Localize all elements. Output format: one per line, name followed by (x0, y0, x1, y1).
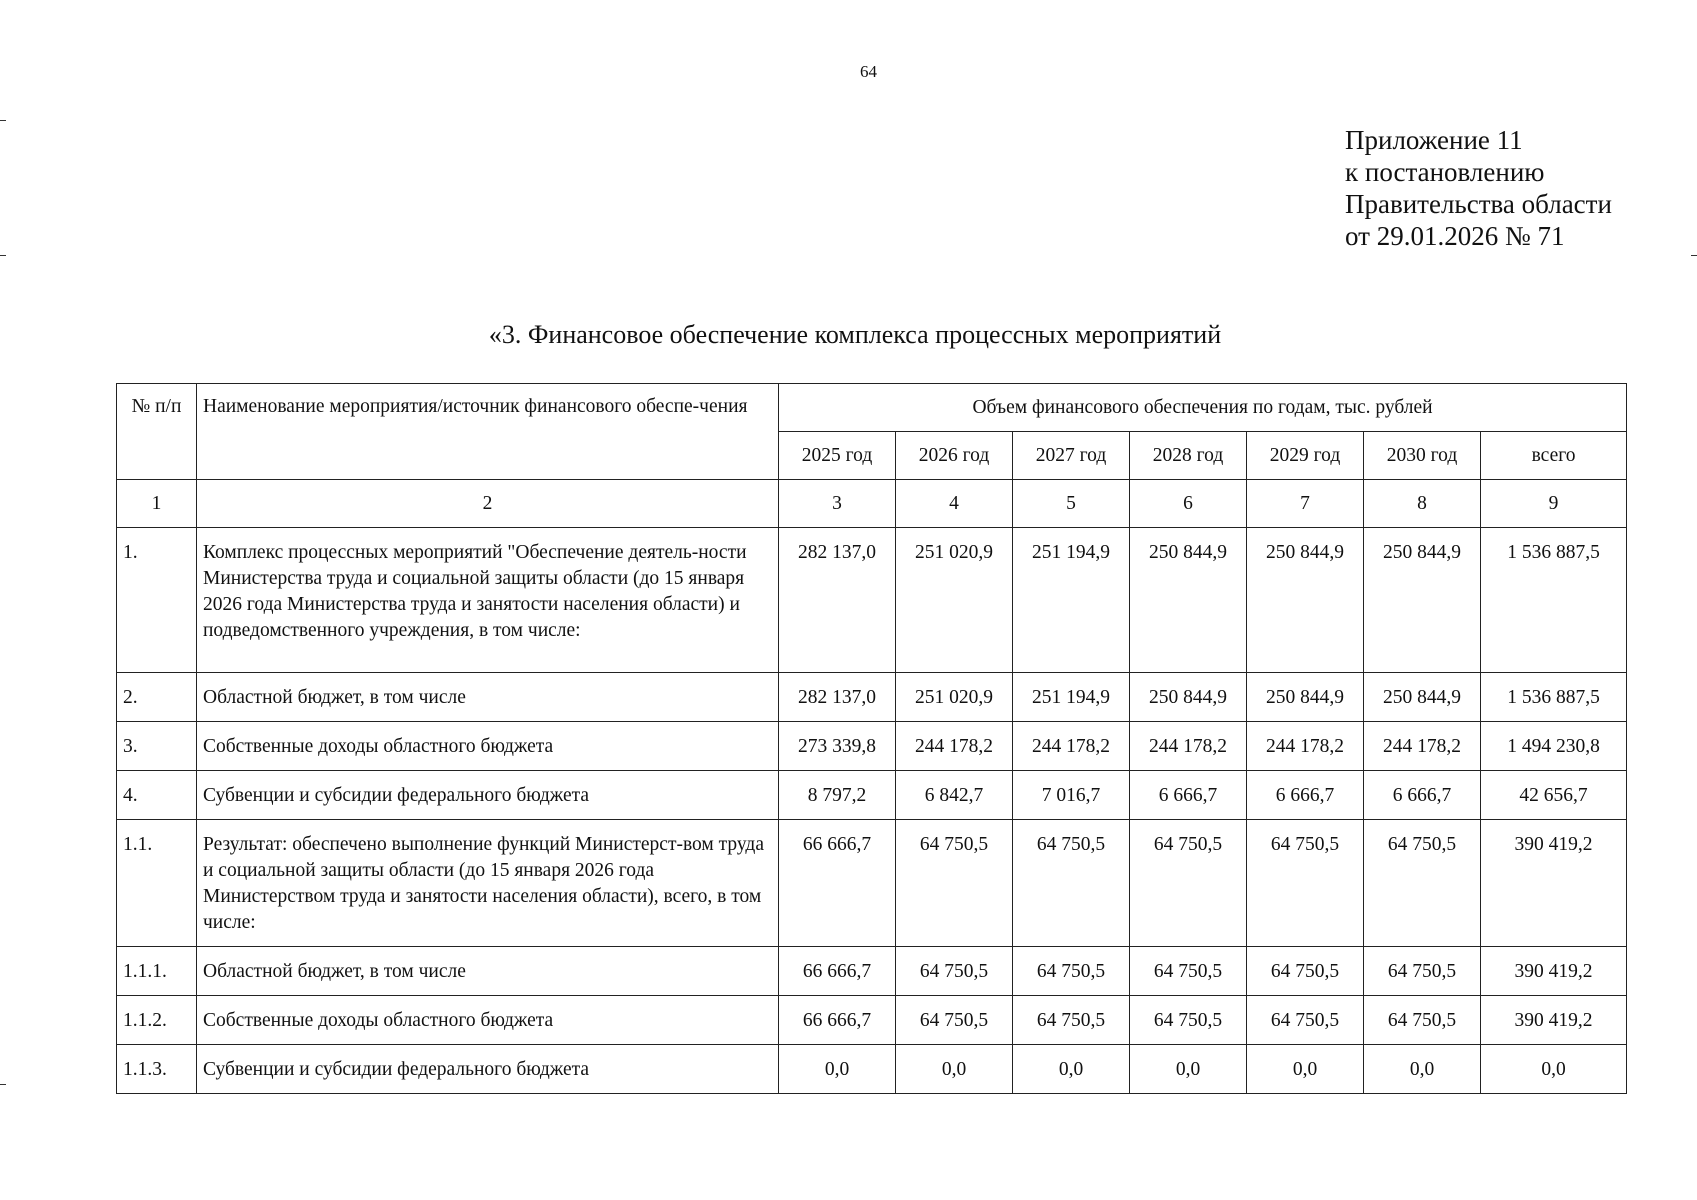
column-number: 3 (779, 480, 896, 528)
column-number: 6 (1130, 480, 1247, 528)
row-year-value: 250 844,9 (1130, 673, 1247, 722)
row-year-value: 244 178,2 (1364, 722, 1481, 771)
row-number: 4. (117, 771, 197, 820)
appendix-line: Приложение 11 (1345, 125, 1523, 155)
row-number: 1.1.3. (117, 1045, 197, 1094)
column-numbers-row (117, 480, 1627, 528)
appendix-line: к постановлению (1345, 157, 1545, 187)
row-total: 0,0 (1481, 1045, 1627, 1094)
row-year-value: 6 666,7 (1247, 771, 1364, 820)
row-total: 1 494 230,8 (1481, 722, 1627, 771)
column-number: 4 (896, 480, 1013, 528)
row-year-value: 250 844,9 (1364, 673, 1481, 722)
header-volume: Объем финансового обеспечения по годам, тыс. рублей (779, 384, 1627, 432)
column-number: 2 (197, 480, 779, 528)
header-year: 2029 год (1247, 432, 1364, 480)
row-total: 390 419,2 (1481, 947, 1627, 996)
row-year-value: 64 750,5 (1247, 947, 1364, 996)
row-year-value: 64 750,5 (1364, 996, 1481, 1045)
margin-mark (0, 255, 6, 256)
row-total: 1 536 887,5 (1481, 673, 1627, 722)
row-year-value: 244 178,2 (896, 722, 1013, 771)
row-year-value: 0,0 (1013, 1045, 1130, 1094)
header-year: 2028 год (1130, 432, 1247, 480)
row-year-value: 6 666,7 (1130, 771, 1247, 820)
row-year-value: 64 750,5 (896, 996, 1013, 1045)
row-year-value: 273 339,8 (779, 722, 896, 771)
row-year-value: 64 750,5 (1364, 820, 1481, 947)
row-number: 1.1. (117, 820, 197, 947)
row-name: Комплекс процессных мероприятий "Обеспечение деятель-ности Министерства труда и социальной защиты области (до 15 января 2026 года Министерства труда и занятости населения области) и подведомственного учреждения, в том числе: (197, 528, 779, 673)
row-year-value: 250 844,9 (1247, 528, 1364, 673)
row-year-value: 64 750,5 (1013, 947, 1130, 996)
column-number: 9 (1481, 480, 1627, 528)
appendix-line: Правительства области (1345, 189, 1612, 219)
column-number: 8 (1364, 480, 1481, 528)
row-name: Собственные доходы областного бюджета (197, 996, 779, 1045)
table-row (117, 771, 1627, 820)
row-name: Субвенции и субсидии федерального бюджета (197, 771, 779, 820)
header-year: 2025 год (779, 432, 896, 480)
row-year-value: 250 844,9 (1130, 528, 1247, 673)
row-year-value: 251 020,9 (896, 673, 1013, 722)
row-year-value: 244 178,2 (1247, 722, 1364, 771)
row-year-value: 66 666,7 (779, 820, 896, 947)
row-year-value: 66 666,7 (779, 996, 896, 1045)
row-number: 2. (117, 673, 197, 722)
row-name: Областной бюджет, в том числе (197, 673, 779, 722)
row-year-value: 0,0 (1247, 1045, 1364, 1094)
row-year-value: 250 844,9 (1364, 528, 1481, 673)
row-number: 1.1.1. (117, 947, 197, 996)
row-number: 3. (117, 722, 197, 771)
row-year-value: 64 750,5 (1247, 820, 1364, 947)
header-name: Наименование мероприятия/источник финансового обеспе-чения (197, 384, 779, 480)
header-total: всего (1481, 432, 1627, 480)
margin-mark (1691, 255, 1697, 256)
row-year-value: 282 137,0 (779, 673, 896, 722)
row-year-value: 0,0 (779, 1045, 896, 1094)
page-number: 64 (860, 62, 877, 81)
row-year-value: 250 844,9 (1247, 673, 1364, 722)
header-year: 2027 год (1013, 432, 1130, 480)
header-year: 2030 год (1364, 432, 1481, 480)
page-title: «3. Финансовое обеспечение комплекса процессных мероприятий (488, 320, 1222, 349)
margin-mark (0, 1084, 6, 1085)
table-row (117, 673, 1627, 722)
row-year-value: 251 194,9 (1013, 673, 1130, 722)
row-name: Областной бюджет, в том числе (197, 947, 779, 996)
header-year: 2026 год (896, 432, 1013, 480)
row-year-value: 8 797,2 (779, 771, 896, 820)
row-year-value: 244 178,2 (1130, 722, 1247, 771)
appendix-line: от 29.01.2026 № 71 (1345, 221, 1565, 251)
financing-table (116, 383, 1627, 1094)
row-year-value: 6 666,7 (1364, 771, 1481, 820)
row-year-value: 251 020,9 (896, 528, 1013, 673)
row-total: 42 656,7 (1481, 771, 1627, 820)
row-year-value: 6 842,7 (896, 771, 1013, 820)
column-number: 1 (117, 480, 197, 528)
row-year-value: 64 750,5 (1013, 820, 1130, 947)
row-year-value: 282 137,0 (779, 528, 896, 673)
row-year-value: 64 750,5 (1247, 996, 1364, 1045)
row-number: 1. (117, 528, 197, 673)
row-year-value: 64 750,5 (1013, 996, 1130, 1045)
row-year-value: 64 750,5 (896, 820, 1013, 947)
row-year-value: 64 750,5 (1364, 947, 1481, 996)
row-year-value: 0,0 (1364, 1045, 1481, 1094)
row-name: Субвенции и субсидии федерального бюджета (197, 1045, 779, 1094)
row-total: 390 419,2 (1481, 996, 1627, 1045)
row-year-value: 0,0 (1130, 1045, 1247, 1094)
column-number: 5 (1013, 480, 1130, 528)
row-year-value: 64 750,5 (1130, 820, 1247, 947)
table-row (117, 820, 1627, 947)
row-year-value: 251 194,9 (1013, 528, 1130, 673)
appendix-block (1345, 124, 1612, 252)
row-year-value: 244 178,2 (1013, 722, 1130, 771)
row-year-value: 0,0 (896, 1045, 1013, 1094)
table-row (117, 996, 1627, 1045)
row-year-value: 64 750,5 (1130, 947, 1247, 996)
table-row (117, 722, 1627, 771)
row-year-value: 7 016,7 (1013, 771, 1130, 820)
row-total: 390 419,2 (1481, 820, 1627, 947)
table-row (117, 528, 1627, 673)
column-number: 7 (1247, 480, 1364, 528)
margin-mark (0, 120, 6, 121)
row-total: 1 536 887,5 (1481, 528, 1627, 673)
row-year-value: 66 666,7 (779, 947, 896, 996)
table-row (117, 947, 1627, 996)
row-year-value: 64 750,5 (1130, 996, 1247, 1045)
row-year-value: 64 750,5 (896, 947, 1013, 996)
table-row (117, 1045, 1627, 1094)
table-body (117, 528, 1627, 1094)
row-name: Собственные доходы областного бюджета (197, 722, 779, 771)
row-name: Результат: обеспечено выполнение функций Министерст-вом труда и социальной защиты области (до 15 января 2026 года Министерством труда и занятости населения области), всего, в том числе: (197, 820, 779, 947)
header-no: № п/п (117, 384, 197, 480)
row-number: 1.1.2. (117, 996, 197, 1045)
